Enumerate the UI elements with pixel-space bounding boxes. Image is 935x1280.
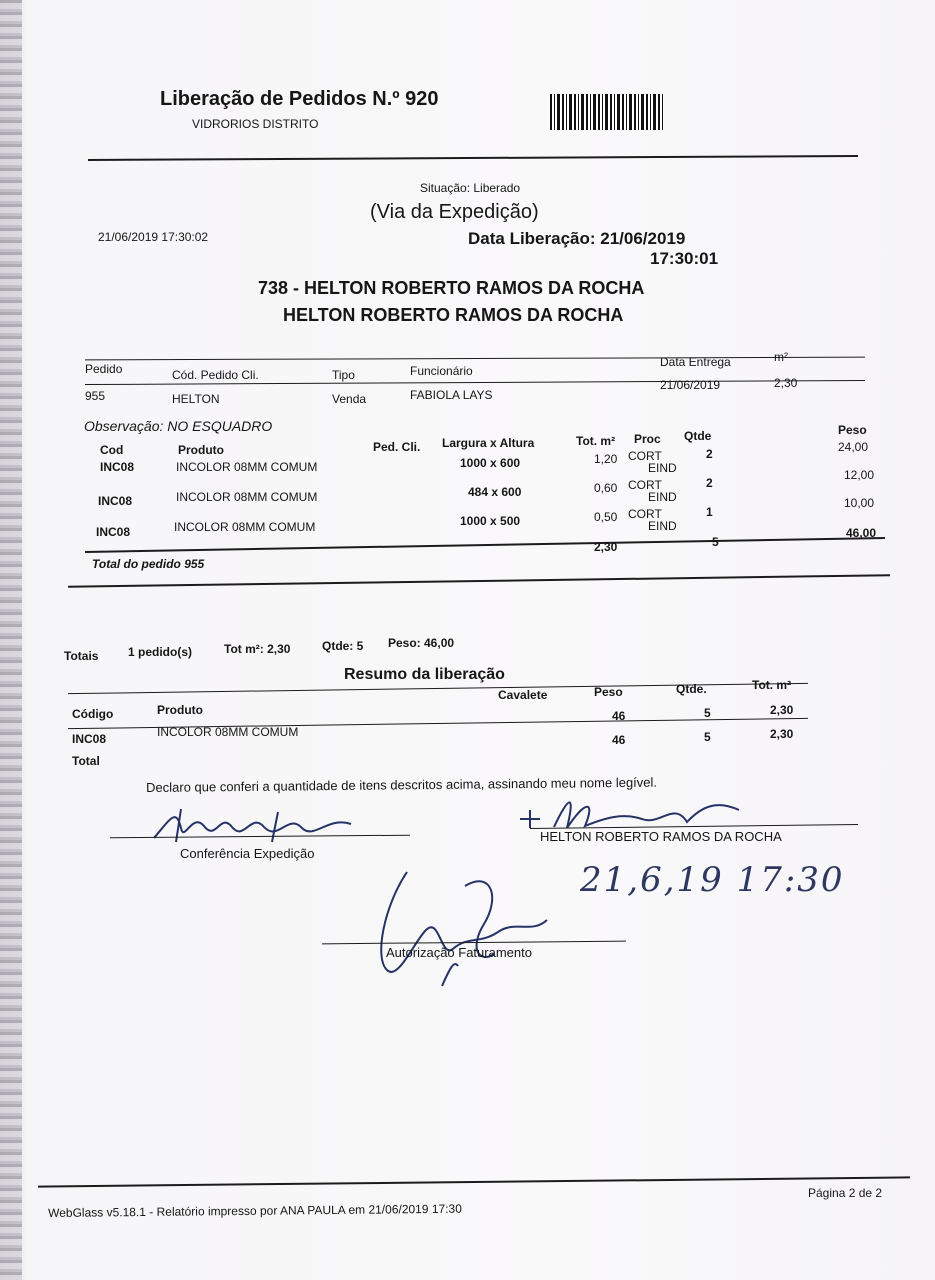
- summary-header-totm2: Tot. m²: [752, 678, 792, 692]
- item-cod: INC08: [96, 525, 131, 539]
- release-time: 17:30:01: [650, 249, 719, 268]
- item-peso: 12,00: [844, 468, 875, 482]
- item-qtde: 1: [706, 505, 713, 519]
- item-cod: INC08: [100, 460, 135, 474]
- status-text: Situação: Liberado: [420, 181, 521, 195]
- order-top-line: [85, 357, 865, 361]
- summary-total-qtde: 5: [704, 730, 711, 744]
- footer-page-number: Página 2 de 2: [808, 1186, 883, 1200]
- order-value-m2: 2,30: [774, 376, 798, 390]
- summary-produto: INCOLOR 08MM COMUM: [157, 725, 299, 739]
- order-header-pedido: Pedido: [85, 362, 123, 376]
- autorizacao-label: Autorização Faturamento: [386, 945, 532, 960]
- item-proc1: CORT: [628, 478, 662, 492]
- summary-total-totm2: 2,30: [770, 727, 794, 741]
- conferencia-label: Conferência Expedição: [180, 846, 315, 861]
- order-value-cod: HELTON: [172, 392, 220, 406]
- summary-title: Resumo da liberação: [344, 666, 505, 683]
- items-header-peso: Peso: [838, 423, 867, 437]
- summary-header-peso: Peso: [594, 685, 623, 699]
- items-total-qtde: 5: [712, 535, 719, 549]
- item-peso: 10,00: [844, 496, 875, 510]
- item-proc1: CORT: [628, 507, 662, 521]
- summary-total-label: Total: [72, 754, 100, 768]
- conferencia-line: [110, 835, 410, 839]
- paper-edge: [0, 0, 22, 1280]
- item-qtde: 2: [706, 447, 713, 461]
- totals-label: Totais: [64, 649, 99, 663]
- observation: Observação: NO ESQUADRO: [84, 418, 273, 434]
- client-name: HELTON ROBERTO RAMOS DA ROCHA: [283, 305, 624, 325]
- document-title: Liberação de Pedidos N.º 920: [160, 88, 439, 110]
- items-total-m2: 2,30: [594, 540, 618, 554]
- order-bottom-line: [68, 574, 890, 587]
- barcode-icon: [550, 94, 664, 130]
- item-cod: INC08: [98, 494, 133, 508]
- item-produto: INCOLOR 08MM COMUM: [176, 490, 318, 504]
- declaration-text: Declaro que conferi a quantidade de itens descritos acima, assinando meu nome legível.: [146, 774, 658, 795]
- item-qtde: 2: [706, 476, 713, 490]
- totals-peso: Peso: 46,00: [388, 636, 455, 650]
- summary-header-produto: Produto: [157, 703, 203, 717]
- items-header-pedcli: Ped. Cli.: [373, 440, 421, 454]
- item-peso: 24,00: [838, 440, 869, 454]
- totals-qtde: Qtde: 5: [322, 639, 364, 653]
- items-total-peso: 46,00: [846, 526, 877, 540]
- items-total-label: Total do pedido 955: [92, 557, 205, 571]
- item-totm2: 1,20: [594, 452, 618, 466]
- header-divider: [88, 155, 858, 161]
- item-dim: 1000 x 600: [460, 456, 521, 470]
- order-value-data: 21/06/2019: [660, 378, 721, 392]
- release-date: Data Liberação: 21/06/2019: [468, 229, 686, 248]
- item-totm2: 0,60: [594, 481, 618, 495]
- footer-line: [38, 1176, 910, 1187]
- order-header-tipo: Tipo: [332, 368, 355, 382]
- autorizacao-line: [322, 941, 626, 945]
- items-header-proc: Proc: [634, 432, 661, 446]
- item-produto: INCOLOR 08MM COMUM: [174, 520, 316, 534]
- handwritten-date: 21,6,19 17:30: [580, 860, 845, 900]
- client-signature-label: HELTON ROBERTO RAMOS DA ROCHA: [540, 829, 782, 844]
- order-value-funcionario: FABIOLA LAYS: [410, 388, 493, 402]
- item-dim: 1000 x 500: [460, 514, 521, 528]
- item-totm2: 0,50: [594, 510, 618, 524]
- item-produto: INCOLOR 08MM COMUM: [176, 460, 318, 474]
- totals-pedidos: 1 pedido(s): [128, 645, 193, 659]
- items-header-cod: Cod: [100, 443, 124, 457]
- order-header-m2: m²: [774, 350, 788, 364]
- order-header-data: Data Entrega: [660, 355, 731, 369]
- item-dim: 484 x 600: [468, 485, 522, 499]
- items-total-line: [85, 537, 885, 553]
- items-header-produto: Produto: [178, 443, 224, 457]
- summary-peso: 46: [612, 709, 626, 723]
- summary-header-cavalete: Cavalete: [498, 688, 548, 702]
- client-code-name: 738 - HELTON ROBERTO RAMOS DA ROCHA: [258, 278, 645, 298]
- item-proc1: CORT: [628, 449, 662, 463]
- summary-totm2: 2,30: [770, 703, 794, 717]
- item-proc2: EIND: [648, 461, 677, 475]
- authorization-signature: [362, 866, 582, 1002]
- summary-codigo: INC08: [72, 732, 107, 746]
- order-value-pedido: 955: [85, 389, 106, 403]
- summary-header-qtde: Qtde.: [676, 682, 707, 696]
- summary-qtde: 5: [704, 706, 711, 720]
- conferencia-signature: [146, 800, 396, 852]
- items-header-dim: Largura x Altura: [442, 436, 535, 450]
- summary-header-codigo: Código: [72, 707, 114, 721]
- order-header-cod: Cód. Pedido Cli.: [172, 368, 259, 382]
- company-name: VIDRORIOS DISTRITO: [192, 117, 319, 131]
- item-proc2: EIND: [648, 490, 677, 504]
- totals-m2: Tot m²: 2,30: [224, 642, 291, 656]
- order-header-funcionario: Funcionário: [410, 364, 473, 378]
- summary-total-peso: 46: [612, 733, 626, 747]
- items-header-totm2: Tot. m²: [576, 434, 616, 448]
- via-label: (Via da Expedição): [370, 201, 539, 223]
- order-value-tipo: Venda: [332, 392, 367, 406]
- footer-left: WebGlass v5.18.1 - Relatório impresso por ANA PAULA em 21/06/2019 17:30: [48, 1201, 462, 1220]
- item-proc2: EIND: [648, 519, 677, 533]
- items-header-qtde: Qtde: [684, 429, 712, 443]
- printed-timestamp: 21/06/2019 17:30:02: [98, 230, 209, 244]
